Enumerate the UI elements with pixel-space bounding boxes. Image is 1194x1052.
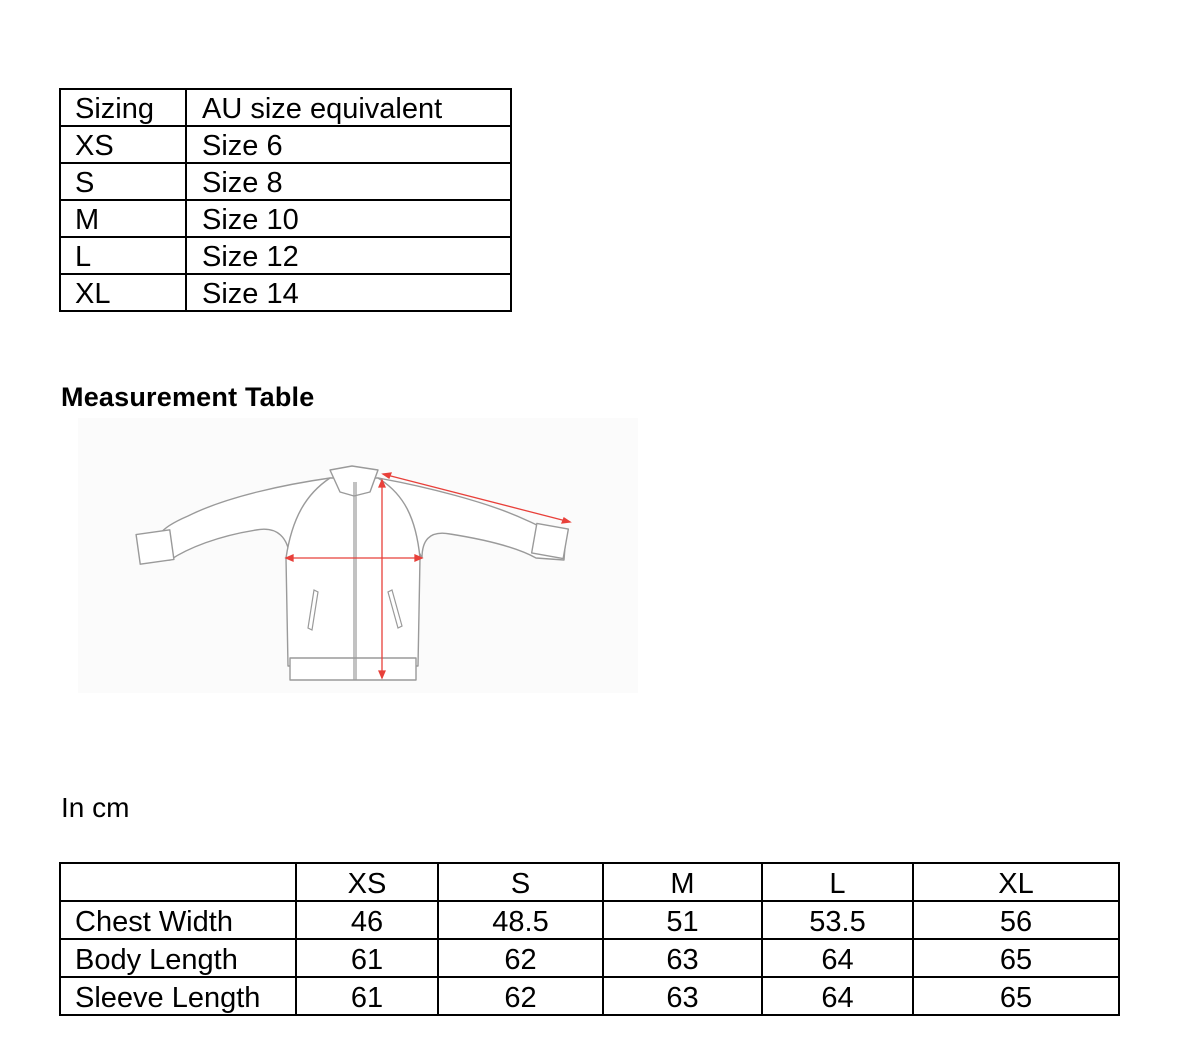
measurement-value: 62 bbox=[438, 977, 603, 1015]
measurement-value: 48.5 bbox=[438, 901, 603, 939]
waistband bbox=[290, 658, 416, 680]
table-row bbox=[60, 200, 511, 237]
size-cell: XS bbox=[60, 126, 186, 163]
measurement-table-title: Measurement Table bbox=[61, 382, 315, 412]
table-row bbox=[60, 977, 1119, 1015]
measurement-value: 65 bbox=[913, 939, 1119, 977]
measurement-value: 61 bbox=[296, 977, 438, 1015]
sizing-header-row bbox=[60, 89, 511, 126]
header-size-cell: S bbox=[438, 863, 603, 901]
table-row bbox=[60, 163, 511, 200]
header-size-cell: XL bbox=[913, 863, 1119, 901]
au-size-cell: Size 10 bbox=[186, 200, 511, 237]
sizing-header-cell: Sizing bbox=[60, 89, 186, 126]
measurement-value: 62 bbox=[438, 939, 603, 977]
table-row bbox=[60, 237, 511, 274]
measurement-value: 64 bbox=[762, 977, 913, 1015]
jacket-measurement-icon bbox=[78, 418, 638, 693]
measurement-value: 63 bbox=[603, 939, 762, 977]
table-row bbox=[60, 901, 1119, 939]
measurement-label: Sleeve Length bbox=[60, 977, 296, 1015]
measurement-label: Body Length bbox=[60, 939, 296, 977]
header-size-cell: M bbox=[603, 863, 762, 901]
au-size-cell: Size 14 bbox=[186, 274, 511, 311]
header-size-cell: L bbox=[762, 863, 913, 901]
size-cell: L bbox=[60, 237, 186, 274]
table-row bbox=[60, 274, 511, 311]
jacket-body bbox=[286, 478, 420, 666]
measurement-value: 65 bbox=[913, 977, 1119, 1015]
measurement-value: 64 bbox=[762, 939, 913, 977]
size-cell: XL bbox=[60, 274, 186, 311]
header-empty-cell bbox=[60, 863, 296, 901]
au-size-header-cell: AU size equivalent bbox=[186, 89, 511, 126]
size-cell: S bbox=[60, 163, 186, 200]
right-cuff bbox=[532, 523, 569, 558]
au-size-cell: Size 6 bbox=[186, 126, 511, 163]
measurement-value: 63 bbox=[603, 977, 762, 1015]
table-row bbox=[60, 939, 1119, 977]
measurement-header-row bbox=[60, 863, 1119, 901]
measurement-value: 46 bbox=[296, 901, 438, 939]
sizing-table bbox=[59, 88, 512, 312]
measurement-value: 51 bbox=[603, 901, 762, 939]
measurement-value: 56 bbox=[913, 901, 1119, 939]
size-cell: M bbox=[60, 200, 186, 237]
left-cuff bbox=[136, 530, 174, 564]
unit-label: In cm bbox=[61, 792, 130, 823]
table-row bbox=[60, 126, 511, 163]
au-size-cell: Size 8 bbox=[186, 163, 511, 200]
measurement-value: 61 bbox=[296, 939, 438, 977]
measurement-label: Chest Width bbox=[60, 901, 296, 939]
au-size-cell: Size 12 bbox=[186, 237, 511, 274]
measurement-table bbox=[59, 862, 1120, 1016]
measurement-value: 53.5 bbox=[762, 901, 913, 939]
header-size-cell: XS bbox=[296, 863, 438, 901]
